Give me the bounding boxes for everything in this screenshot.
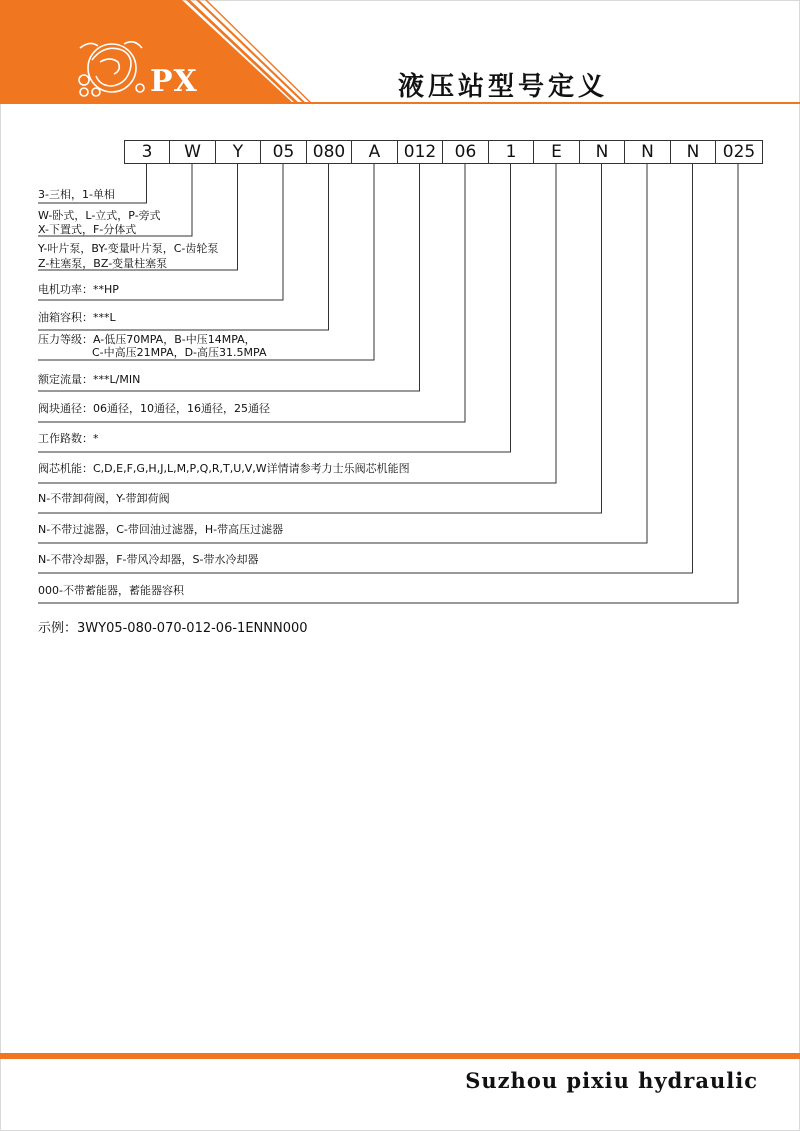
- definition-valve-block: 阀块通径：06通径，10通径，16通径，25通径: [38, 402, 270, 415]
- code-segment: 05: [261, 141, 307, 163]
- code-segment: W: [170, 141, 216, 163]
- code-segment: 3: [125, 141, 170, 163]
- code-segment: N: [671, 141, 716, 163]
- definition-pressure-cont: C-中高压21MPA，D-高压31.5MPA: [92, 346, 267, 359]
- definition-tank-volume: 油箱容积：***L: [38, 311, 116, 324]
- definition-motor-power: 电机功率：**HP: [38, 283, 119, 296]
- definition-cooler: N-不带冷却器，F-带风冷却器，S-带水冷却器: [38, 553, 259, 566]
- definition-valve-core: 阀芯机能：C,D,E,F,G,H,J,L,M,P,Q,R,T,U,V,W详情请参考力士乐阀芯机能图: [38, 462, 410, 475]
- definition-phase: 3-三相，1-单相: [38, 188, 115, 201]
- page-title: 液压站型号定义: [398, 72, 609, 102]
- definition-accumulator: 000-不带蓄能器，蓄能器容积: [38, 584, 184, 597]
- definition-mount: W-卧式，L-立式，P-旁式: [38, 209, 161, 222]
- code-segment: 080: [307, 141, 352, 163]
- definition-unload-valve: N-不带卸荷阀，Y-带卸荷阀: [38, 492, 170, 505]
- definition-filter: N-不带过滤器，C-带回油过滤器，H-带高压过滤器: [38, 523, 284, 536]
- code-segment: 1: [489, 141, 534, 163]
- code-segment: E: [534, 141, 580, 163]
- definition-mount-cont: X-下置式，F-分体式: [38, 223, 137, 236]
- definition-pressure: 压力等级：A-低压70MPA，B-中压14MPA，: [38, 333, 256, 346]
- definition-rated-flow: 额定流量：***L/MIN: [38, 373, 141, 386]
- code-segment: 06: [443, 141, 489, 163]
- code-segment: N: [580, 141, 625, 163]
- code-segment: A: [352, 141, 398, 163]
- code-segment: Y: [216, 141, 261, 163]
- definition-pump-cont: Z-柱塞泵，BZ-变量柱塞泵: [38, 257, 168, 270]
- definition-pump: Y-叶片泵，BY-变量叶片泵，C-齿轮泵: [38, 242, 219, 255]
- definition-circuits: 工作路数：*: [38, 432, 99, 445]
- code-segment: 025: [722, 142, 756, 162]
- brand-logo-text: PX: [150, 64, 198, 99]
- code-segment: 012: [398, 141, 443, 163]
- footer-company: Suzhou pixiu hydraulic: [465, 1068, 758, 1093]
- example-code: 示例：3WY05-080-070-012-06-1ENNN000: [38, 621, 308, 636]
- code-segment: N: [625, 141, 671, 163]
